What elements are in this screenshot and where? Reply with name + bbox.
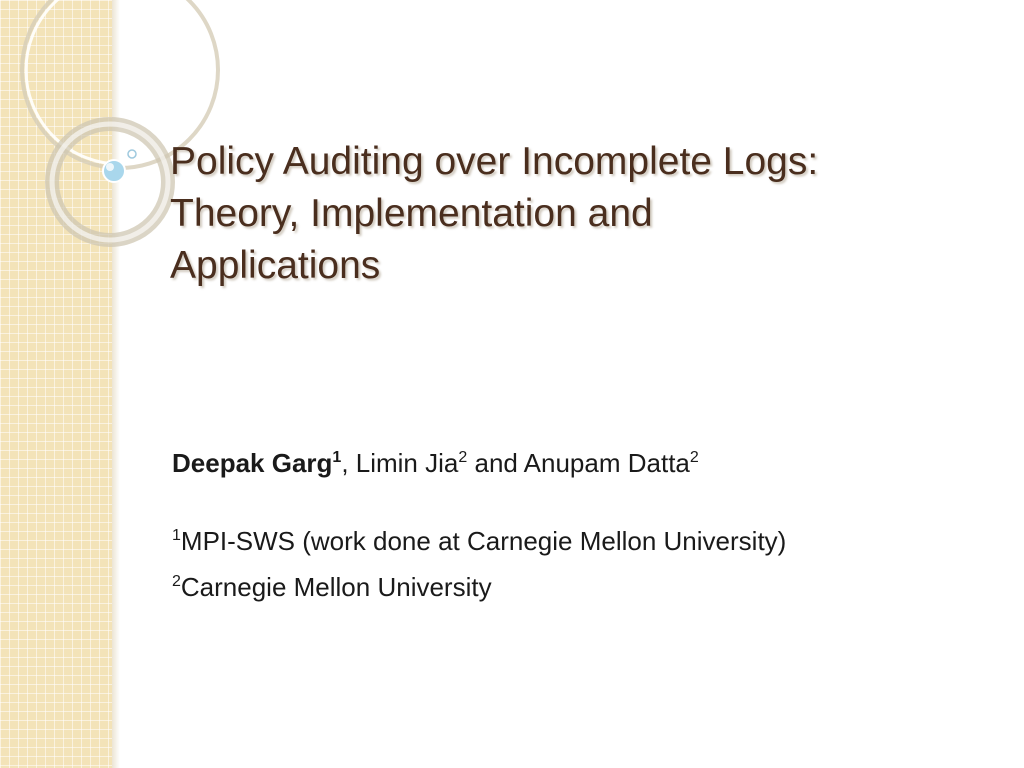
author-1-name: Deepak Garg bbox=[172, 448, 333, 478]
affiliation-1 bbox=[172, 522, 932, 560]
affiliation-2-text: Carnegie Mellon University bbox=[180, 572, 492, 602]
title-line-2: Theory, Implementation and bbox=[170, 192, 653, 235]
author-conjunction: and bbox=[467, 448, 524, 478]
affiliation-2-sup: 2 bbox=[172, 573, 181, 590]
bubble-shine bbox=[106, 163, 114, 171]
author-separator: , bbox=[341, 448, 356, 478]
affiliation-2 bbox=[172, 568, 932, 606]
slide-subtitle bbox=[172, 444, 932, 606]
author-2-name: Limin Jia bbox=[355, 448, 459, 478]
bubble-icon bbox=[103, 160, 125, 182]
author-1-sup: 1 bbox=[332, 449, 342, 466]
affiliation-1-sup: 1 bbox=[172, 527, 181, 544]
author-3-sup: 2 bbox=[689, 449, 699, 466]
author-line bbox=[172, 444, 932, 482]
title-line-3: Applications bbox=[170, 244, 381, 287]
title-line-1: Policy Auditing over Incomplete Logs: bbox=[170, 140, 819, 183]
author-3-name: Anupam Datta bbox=[523, 448, 690, 478]
affiliation-1-text: MPI-SWS (work done at Carnegie Mellon University) bbox=[180, 526, 787, 556]
small-bubble-icon bbox=[128, 150, 136, 158]
author-2-sup: 2 bbox=[458, 449, 468, 466]
slide-title bbox=[170, 136, 970, 292]
